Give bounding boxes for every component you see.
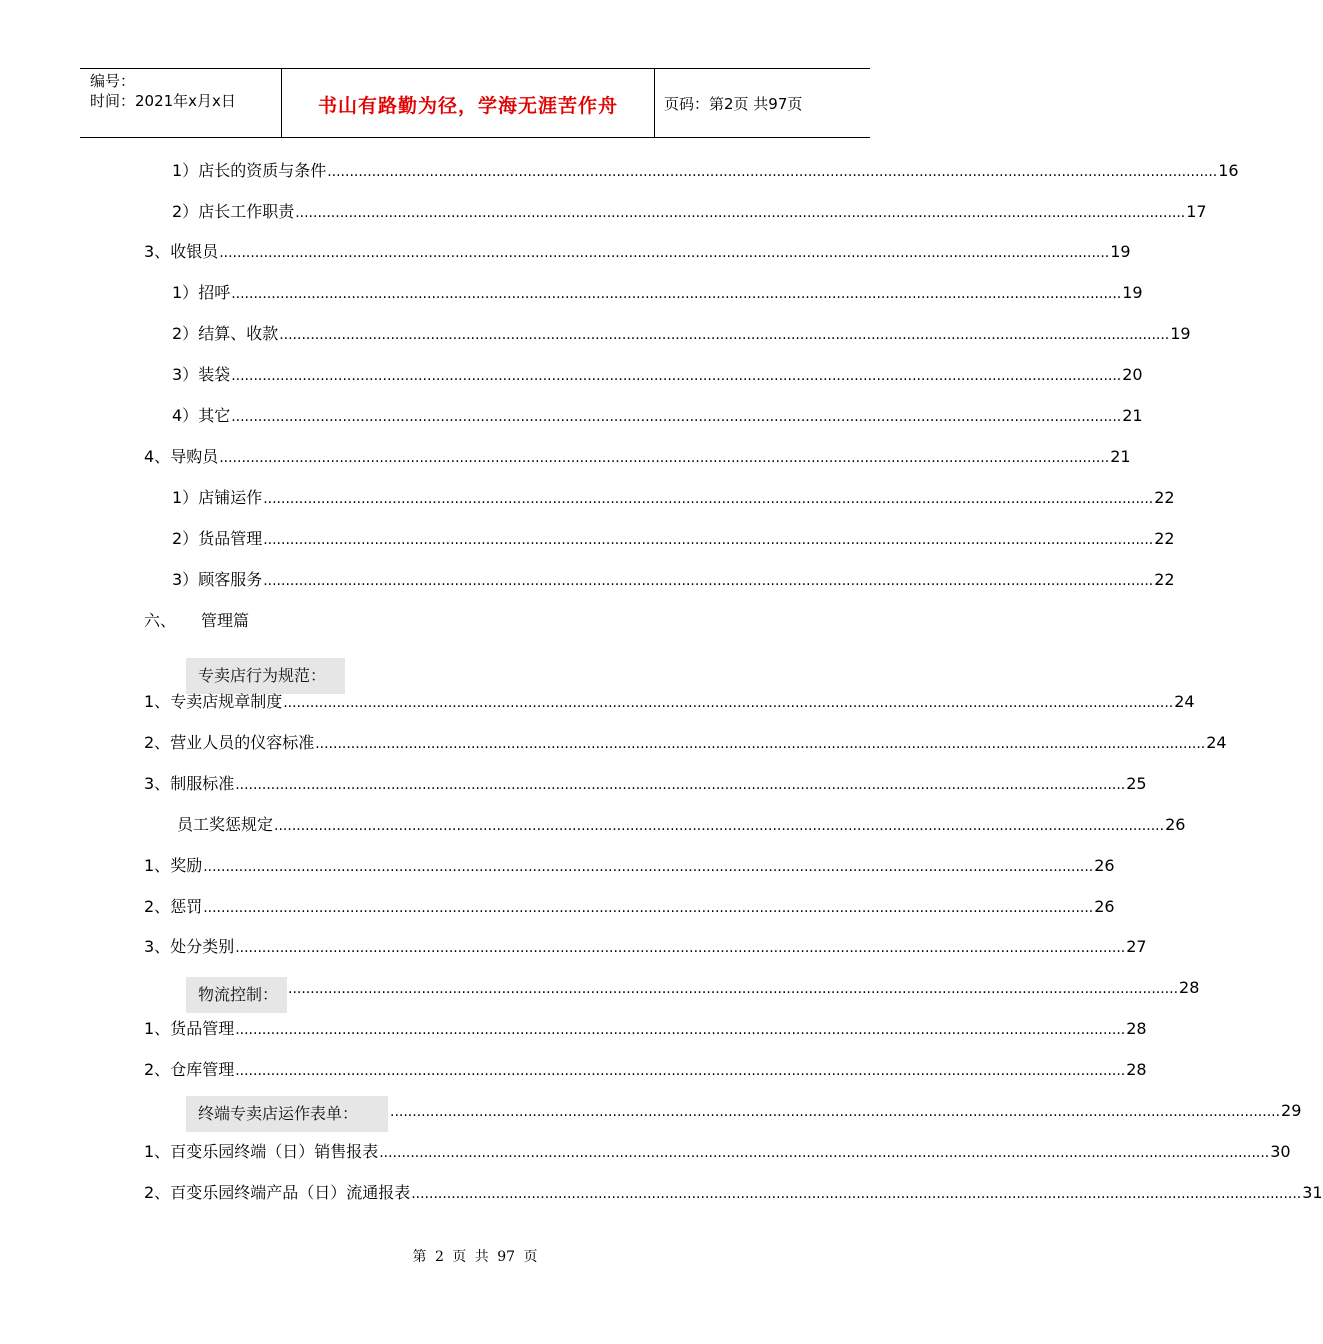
toc-page: 30	[1270, 1142, 1291, 1161]
header-meta	[80, 69, 280, 137]
toc-page: 19	[1170, 324, 1191, 343]
section-number: 六、	[144, 611, 177, 630]
leader-dots: ........................................................................................................................................................................................................	[231, 368, 1122, 384]
toc-page: 22	[1154, 570, 1175, 589]
toc-number: 4）	[172, 406, 199, 425]
toc-label: 惩罚	[170, 897, 203, 916]
page-footer: 第 2 页 共 97 页	[412, 1249, 538, 1265]
toc-page: 24	[1206, 733, 1227, 752]
leader-dots: ........................................................................................................................................................................................................	[263, 573, 1154, 589]
toc-entry[interactable]	[144, 1058, 1147, 1082]
toc-number: 3）	[172, 365, 199, 384]
motto: 书山有路勤为径，学海无涯苦作舟	[317, 95, 618, 117]
toc-number: 3、	[144, 937, 171, 956]
leader-dots: ........................................................................................................................................................................................................	[235, 1022, 1126, 1038]
leader-dots: ........................................................................................................................................................................................................	[295, 205, 1186, 221]
leader-dots: ........................................................................................................................................................................................................	[279, 327, 1170, 343]
toc-page: 26	[1165, 815, 1186, 834]
leader-dots: ........................................................................................................................................................................................................	[315, 736, 1206, 752]
toc-entry[interactable]	[172, 404, 1143, 428]
toc-label: 货品管理	[170, 1019, 235, 1038]
toc-label: 仓库管理	[170, 1060, 235, 1079]
toc-number: 1、	[144, 1142, 171, 1161]
toc-entry[interactable]	[144, 772, 1147, 796]
toc-entry[interactable]	[144, 1017, 1147, 1041]
toc-entry[interactable]	[144, 690, 1195, 714]
toc-entry[interactable]	[172, 527, 1175, 551]
leader-dots: ........................................................................................................................................................................................................	[235, 1063, 1126, 1079]
toc-number: 1）	[172, 488, 199, 507]
toc-page: 26	[1094, 897, 1115, 916]
time-label: 时间：2021年x月x日	[90, 92, 236, 110]
toc-entry[interactable]	[172, 281, 1143, 305]
toc-page: 25	[1126, 774, 1147, 793]
toc-number: 2、	[144, 1183, 171, 1202]
toc-number: 2、	[144, 897, 171, 916]
toc-entry[interactable]	[172, 322, 1191, 346]
toc-label: 其它	[198, 406, 231, 425]
toc-page: 21	[1122, 406, 1143, 425]
toc-number: 4、	[144, 447, 171, 466]
toc-page: 16	[1218, 161, 1239, 180]
toc-label: 顾客服务	[198, 570, 263, 589]
toc-number: 3、	[144, 774, 171, 793]
toc-page: 28	[1126, 1060, 1147, 1079]
toc-label: 营业人员的仪容标准	[170, 733, 315, 752]
leader-dots: ........................................................................................................................................................................................................	[263, 532, 1154, 548]
toc-number: 1）	[172, 283, 199, 302]
toc-page: 19	[1110, 242, 1131, 261]
toc-page: 20	[1122, 365, 1143, 384]
leader-dots: ........................................................................................................................................................................................................	[203, 900, 1094, 916]
toc-label: 百变乐园终端（日）销售报表	[170, 1142, 379, 1161]
section-heading	[144, 609, 249, 633]
leader-dots: ........................................................................................................................................................................................................	[288, 981, 1179, 997]
toc-label: 招呼	[198, 283, 231, 302]
toc-page: 17	[1186, 202, 1207, 221]
subsection-box: 专卖店行为规范：	[186, 658, 345, 694]
toc-entry[interactable]	[172, 568, 1175, 592]
header-motto-cell	[281, 69, 655, 137]
toc-entry[interactable]	[177, 813, 1186, 837]
code-label: 编号：	[90, 72, 136, 90]
toc-page: 28	[1126, 1019, 1147, 1038]
toc-number: 1、	[144, 1019, 171, 1038]
toc-page: 22	[1154, 488, 1175, 507]
leader-dots: ........................................................................................................................................................................................................	[390, 1104, 1281, 1120]
toc-entry[interactable]	[172, 159, 1239, 183]
leader-dots: ........................................................................................................................................................................................................	[235, 777, 1126, 793]
leader-dots: ........................................................................................................................................................................................................	[235, 940, 1126, 956]
toc-page: 29	[1281, 1101, 1302, 1120]
toc-entry[interactable]	[144, 854, 1115, 878]
toc-number: 2）	[172, 202, 199, 221]
toc-label: 收银员	[170, 242, 219, 261]
toc-label: 专卖店规章制度	[170, 692, 283, 711]
leader-dots: ........................................................................................................................................................................................................	[327, 164, 1218, 180]
leader-dots: ........................................................................................................................................................................................................	[203, 859, 1094, 875]
leader-dots: ........................................................................................................................................................................................................	[219, 450, 1110, 466]
toc-number: 1）	[172, 161, 199, 180]
toc-number: 1、	[144, 692, 171, 711]
toc-page: 31	[1302, 1183, 1323, 1202]
toc-entry[interactable]	[287, 976, 1200, 1000]
toc-entry[interactable]	[144, 445, 1131, 469]
toc-page: 19	[1122, 283, 1143, 302]
toc-number: 2）	[172, 529, 199, 548]
toc-page: 22	[1154, 529, 1175, 548]
toc-label: 员工奖惩规定	[177, 815, 274, 834]
toc-number: 2）	[172, 324, 199, 343]
toc-entry[interactable]	[172, 200, 1207, 224]
leader-dots: ........................................................................................................................................................................................................	[263, 491, 1154, 507]
toc-entry[interactable]	[144, 935, 1147, 959]
leader-dots: ........................................................................................................................................................................................................	[274, 818, 1165, 834]
toc-entry[interactable]	[172, 363, 1143, 387]
toc-entry[interactable]	[144, 731, 1227, 755]
subsection-box: 终端专卖店运作表单：	[186, 1096, 388, 1132]
toc-label: 店铺运作	[198, 488, 263, 507]
toc-entry[interactable]	[144, 1181, 1323, 1205]
page-info: 页码：第2页 共97页	[664, 95, 803, 113]
toc-entry[interactable]	[172, 486, 1175, 510]
leader-dots: ........................................................................................................................................................................................................	[283, 695, 1174, 711]
toc-page: 24	[1174, 692, 1195, 711]
toc-label: 奖励	[170, 856, 203, 875]
toc-entry[interactable]	[389, 1099, 1302, 1123]
toc-label: 处分类别	[170, 937, 235, 956]
section-title: 管理篇	[201, 611, 250, 630]
toc-page: 27	[1126, 937, 1147, 956]
subsection-box: 物流控制：	[186, 977, 287, 1013]
toc-label: 制服标准	[170, 774, 235, 793]
toc-number: 3）	[172, 570, 199, 589]
header-page-cell	[654, 69, 870, 137]
leader-dots: ........................................................................................................................................................................................................	[379, 1145, 1270, 1161]
toc-label: 装袋	[198, 365, 231, 384]
toc-label: 店长的资质与条件	[198, 161, 327, 180]
leader-dots: ........................................................................................................................................................................................................	[231, 286, 1122, 302]
toc-entry[interactable]	[144, 895, 1115, 919]
leader-dots: ........................................................................................................................................................................................................	[219, 245, 1110, 261]
page-header	[80, 68, 870, 138]
toc-label: 导购员	[170, 447, 219, 466]
toc-label: 店长工作职责	[198, 202, 295, 221]
toc-label: 百变乐园终端产品（日）流通报表	[170, 1183, 411, 1202]
toc-number: 2、	[144, 733, 171, 752]
leader-dots: ........................................................................................................................................................................................................	[411, 1186, 1302, 1202]
toc-entry[interactable]	[144, 1140, 1291, 1164]
toc-entry[interactable]	[144, 240, 1131, 264]
leader-dots: ........................................................................................................................................................................................................	[231, 409, 1122, 425]
toc-number: 1、	[144, 856, 171, 875]
toc-page: 26	[1094, 856, 1115, 875]
toc-page: 21	[1110, 447, 1131, 466]
toc-number: 3、	[144, 242, 171, 261]
toc-label: 货品管理	[198, 529, 263, 548]
toc-page: 28	[1179, 978, 1200, 997]
toc-number: 2、	[144, 1060, 171, 1079]
toc-label: 结算、收款	[198, 324, 279, 343]
